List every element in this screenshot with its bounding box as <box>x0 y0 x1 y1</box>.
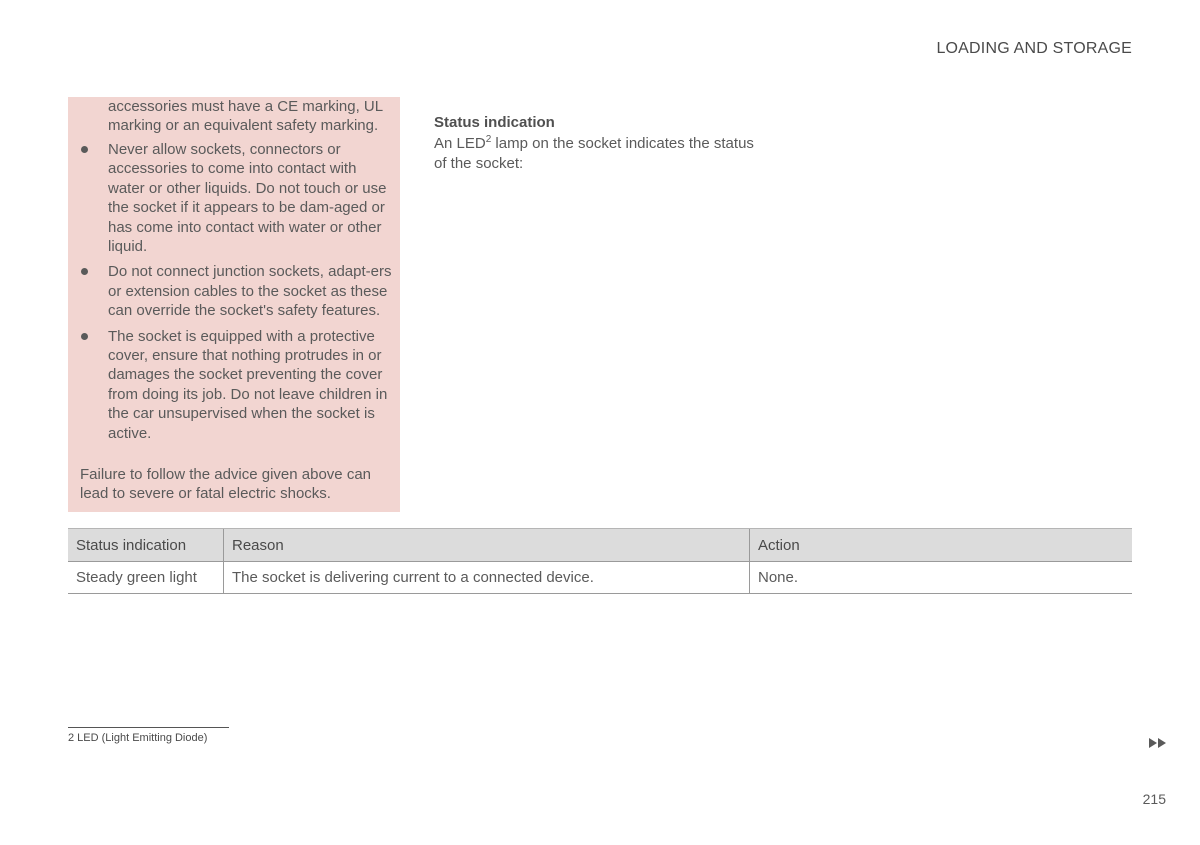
status-body-suffix: lamp on the socket indicates the status of the socket: <box>434 135 754 172</box>
table-row <box>68 562 1132 594</box>
column-header-reason: Reason <box>224 529 750 562</box>
bullet-icon <box>81 333 88 340</box>
column-header-status: Status indication <box>68 529 224 562</box>
list-item <box>68 140 393 256</box>
warning-footer: Failure to follow the advice given above can lead to severe or fatal electric shocks. <box>80 466 372 502</box>
bullet-text: The socket is equipped with a protective cover, ensure that nothing protrudes in or damages the socket preventing the cover from doing its job. Do not leave children in the car unsupervised when the socket is active. <box>108 327 388 442</box>
status-table <box>68 528 1132 594</box>
footnote-reference[interactable]: 2 <box>485 134 492 145</box>
bullet-icon <box>81 268 88 275</box>
status-heading: Status indication <box>434 114 555 131</box>
double-chevron-right-icon[interactable] <box>1148 737 1168 749</box>
section-title: LOADING AND STORAGE <box>936 40 1132 57</box>
table-cell: The socket is delivering current to a connected device. <box>224 562 750 594</box>
status-body <box>434 134 764 173</box>
warning-continuation: accessories must have a CE marking, UL marking or an equivalent safety marking. <box>108 98 383 135</box>
status-section <box>434 114 774 173</box>
page-number: 215 <box>1142 791 1166 807</box>
warning-box <box>68 97 400 512</box>
bullet-icon <box>81 146 88 153</box>
column-header-action: Action <box>750 529 1133 562</box>
table-cell: None. <box>750 562 1133 594</box>
table-header-row <box>68 529 1132 562</box>
footnote: 2 LED (Light Emitting Diode) <box>68 732 208 744</box>
bullet-text: Do not connect junction sockets, adapt-ers or extension cables to the socket as these can override the socket's safety features. <box>108 263 392 320</box>
footnote-divider <box>68 727 229 728</box>
warning-bullet-list <box>68 140 400 449</box>
list-item <box>68 262 393 320</box>
bullet-text: Never allow sockets, connectors or accessories to come into contact with water or other liquids. Do not touch or use the socket if it appears to be dam-aged or has come into contact with water or other liquid. <box>108 141 387 256</box>
status-body-prefix: An LED <box>434 135 486 152</box>
list-item <box>68 327 393 443</box>
table-cell: Steady green light <box>68 562 224 594</box>
